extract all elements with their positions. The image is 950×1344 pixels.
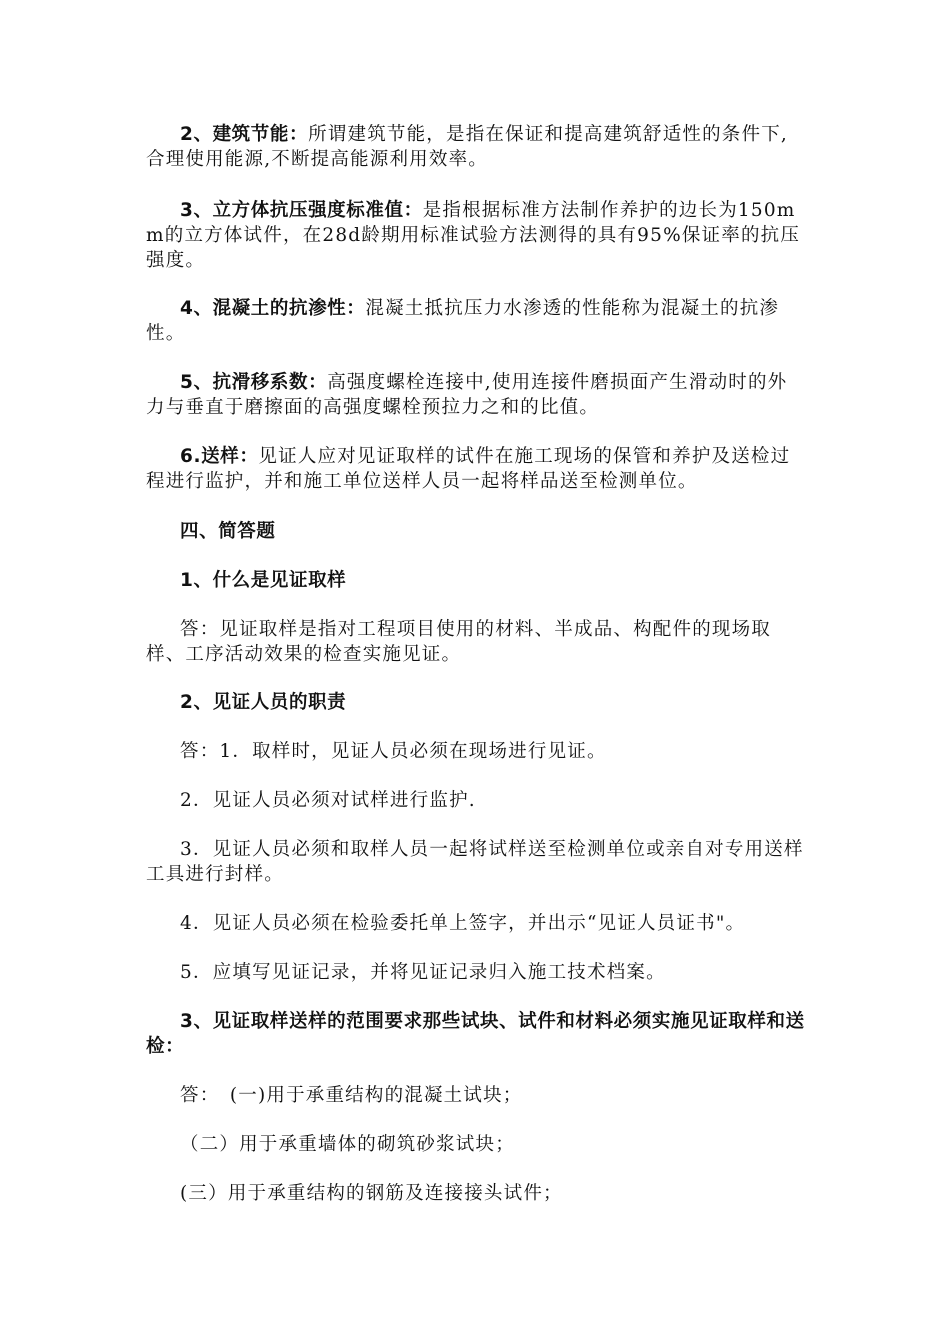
definition-term: 5、抗滑移系数	[180, 372, 309, 393]
question-3-item: 答： (一)用于承重结构的混凝土试块；	[180, 1085, 523, 1106]
question-2-item: 答：1．取样时，见证人员必须在现场进行见证。	[180, 741, 607, 762]
question-3-title: 3、见证取样送样的范围要求那些试块、试件和材料必须实施见证取样和送检：	[146, 1011, 805, 1057]
question-2-item: 5．应填写见证记录，并将见证记录归入施工技术档案。	[180, 962, 666, 983]
definition-term: 2、建筑节能	[180, 124, 289, 145]
definition-sample-delivery	[146, 444, 806, 494]
definition-term: 6.送样	[180, 446, 240, 467]
question-1-title: 1、什么是见证取样	[180, 570, 347, 591]
definition-slip-coefficient	[146, 370, 806, 420]
section-heading: 四、简答题	[180, 521, 276, 542]
question-2-item: 2．见证人员必须对试样进行监护.	[180, 790, 476, 811]
question-2-item: 4．见证人员必须在检验委托单上签字，并出示“见证人员证书"。	[180, 913, 746, 934]
definition-text: 高强度螺栓连接中,使用连接件磨损面产生滑动时的外力与垂直于磨擦面的高强度螺栓预拉力之和的比值。	[146, 372, 788, 418]
definition-cube-strength	[146, 198, 806, 273]
definition-term: 3、立方体抗压强度标准值	[180, 200, 404, 221]
definition-building-energy-saving	[146, 122, 806, 172]
definition-text: 所谓建筑节能，是指在保证和提高建筑舒适性的条件下,合理使用能源,不断提高能源利用效率。	[146, 124, 788, 170]
definition-separator: ：	[308, 372, 328, 393]
question-2-item: 3．见证人员必须和取样人员一起将试样送至检测单位或亲自对专用送样工具进行封样。	[146, 839, 804, 885]
definition-separator: ：	[239, 446, 259, 467]
question-2-title: 2、见证人员的职责	[180, 692, 347, 713]
definition-separator: ：	[403, 200, 423, 221]
question-3-item: (三）用于承重结构的钢筋及连接接头试件；	[180, 1183, 563, 1204]
definition-impermeability	[146, 296, 806, 346]
definition-term: 4、混凝土的抗渗性	[180, 298, 347, 319]
definition-separator: ：	[288, 124, 309, 145]
definition-text: 是指根据标准方法制作养护的边长为150mm的立方体试件，在28d龄期用标准试验方法测得的具有95%保证率的抗压强度。	[146, 200, 801, 271]
definition-separator: ：	[346, 298, 366, 319]
question-3-item: （二）用于承重墙体的砌筑砂浆试块；	[180, 1134, 515, 1155]
question-1-answer: 答：见证取样是指对工程项目使用的材料、半成品、构配件的现场取样、工序活动效果的检查实施见证。	[146, 619, 772, 665]
definition-text: 混凝土抵抗压力水渗透的性能称为混凝土的抗渗性。	[146, 298, 780, 344]
definition-text: 见证人应对见证取样的试件在施工现场的保管和养护及送检过程进行监护，并和施工单位送样人员一起将样品送至检测单位。	[146, 446, 791, 492]
